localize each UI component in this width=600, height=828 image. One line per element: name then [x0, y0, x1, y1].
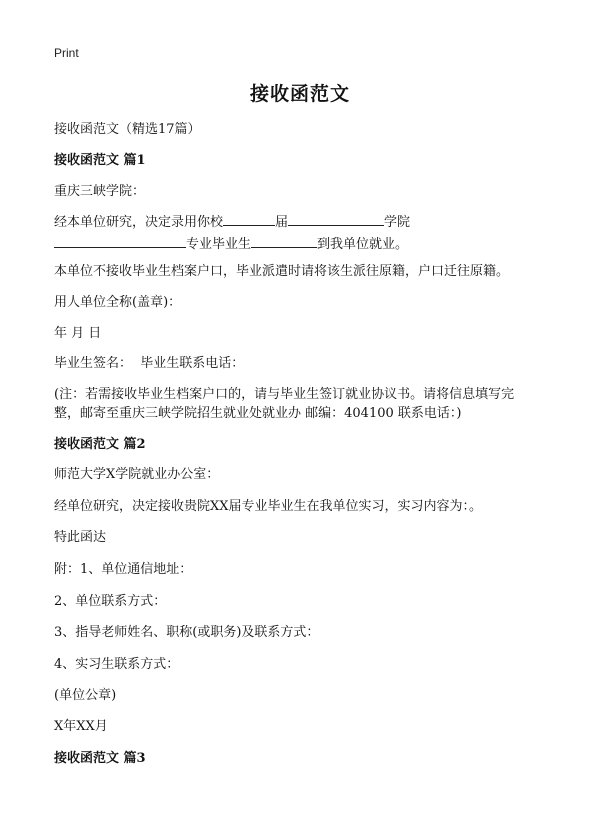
note-line-1: (注：若需接收毕业生档案户口的，请与毕业生签订就业协议书。请将信息填写完 [54, 387, 515, 402]
document-subtitle: 接收函范文（精选17篇） [54, 122, 201, 137]
seal-line: (单位公章) [54, 688, 117, 703]
blank-name [251, 234, 317, 248]
internship-body: 经单位研究，决定接收贵院XX届专业毕业生在我单位实习，实习内容为：。 [54, 499, 483, 514]
blank-college [288, 212, 384, 226]
date-line: 年 月 日 [54, 326, 102, 341]
recipient-line: 师范大学X学院就业办公室： [54, 467, 220, 482]
attachment-item-3: 3、指导老师姓名、职称(或职务)及联系方式： [54, 625, 320, 640]
archive-note: 本单位不接收毕业生档案户口，毕业派遣时请将该生派往原籍，户口迁往原籍。 [54, 264, 510, 279]
attachment-item-4: 4、实习生联系方式： [54, 657, 180, 672]
blank-major [54, 234, 186, 248]
attachment-item-2: 2、单位联系方式： [54, 594, 167, 609]
attachment-item-1: 附：1、单位通信地址： [54, 562, 193, 577]
closing-line: 特此函达 [54, 530, 107, 545]
signature-line: 毕业生签名： 毕业生联系电话： [54, 356, 245, 371]
body-text: 到我单位就业。 [317, 237, 409, 252]
body-text: 经本单位研究，决定录用你校 [54, 215, 224, 230]
section-heading-3: 接收函范文 篇3 [54, 751, 146, 766]
document-title: 接收函范文 [249, 83, 350, 105]
print-label: Print [54, 46, 79, 60]
section-heading-1: 接收函范文 篇1 [54, 153, 146, 168]
body-text: 届 [275, 215, 289, 230]
blank-year [223, 212, 275, 226]
employment-sentence [54, 212, 410, 254]
section-heading-2: 接收函范文 篇2 [54, 437, 146, 452]
recipient-line: 重庆三峡学院： [54, 184, 146, 199]
date-line: X年XX月 [54, 719, 108, 734]
employer-name-line: 用人单位全称(盖章)： [54, 295, 182, 310]
body-text: 专业毕业生 [186, 237, 252, 252]
body-text: 学院 [384, 215, 411, 230]
note-line-2: 整，邮寄至重庆三峡学院招生就业处就业办 邮编：404100 联系电话：) [54, 406, 462, 421]
